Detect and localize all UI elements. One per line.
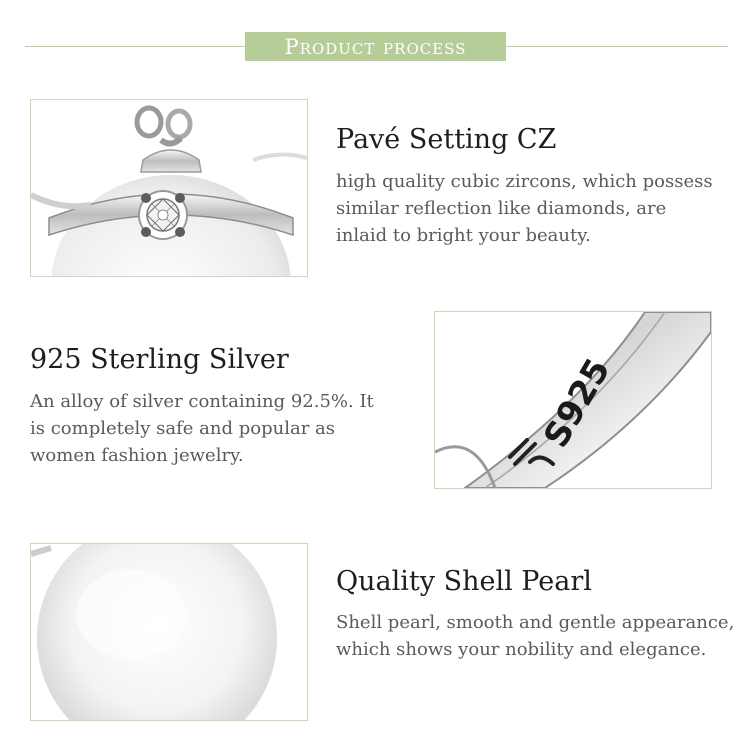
- feature-title-silver: 925 Sterling Silver: [30, 344, 289, 375]
- description-line: high quality cubic zircons, which possess: [336, 171, 713, 192]
- s925-stamp-image: [434, 311, 712, 489]
- feature-description-cz: [336, 168, 713, 249]
- s925-stamp-icon: [435, 312, 711, 488]
- description-line: inlaid to bright your beauty.: [336, 225, 591, 246]
- cz-setting-image: [30, 99, 308, 277]
- shell-pearl-icon: [31, 544, 307, 720]
- description-line: similar reflection like diamonds, are: [336, 198, 667, 219]
- feature-description-silver: [30, 388, 374, 469]
- feature-title-cz: Pavé Setting CZ: [336, 124, 557, 155]
- section-header: Product process: [245, 32, 506, 61]
- cz-setting-icon: [31, 100, 307, 276]
- shell-pearl-image: [30, 543, 308, 721]
- feature-description-pearl: [336, 609, 734, 663]
- stamp-text: S925: [536, 351, 619, 455]
- feature-title-pearl: Quality Shell Pearl: [336, 566, 592, 597]
- header-divider-right: [506, 46, 728, 47]
- description-line: An alloy of silver containing 92.5%. It: [30, 391, 374, 412]
- description-line: women fashion jewelry.: [30, 445, 244, 466]
- description-line: is completely safe and popular as: [30, 418, 335, 439]
- header-divider-left: [25, 46, 245, 47]
- description-line: Shell pearl, smooth and gentle appearance,: [336, 612, 735, 633]
- description-line: which shows your nobility and elegance.: [336, 639, 707, 660]
